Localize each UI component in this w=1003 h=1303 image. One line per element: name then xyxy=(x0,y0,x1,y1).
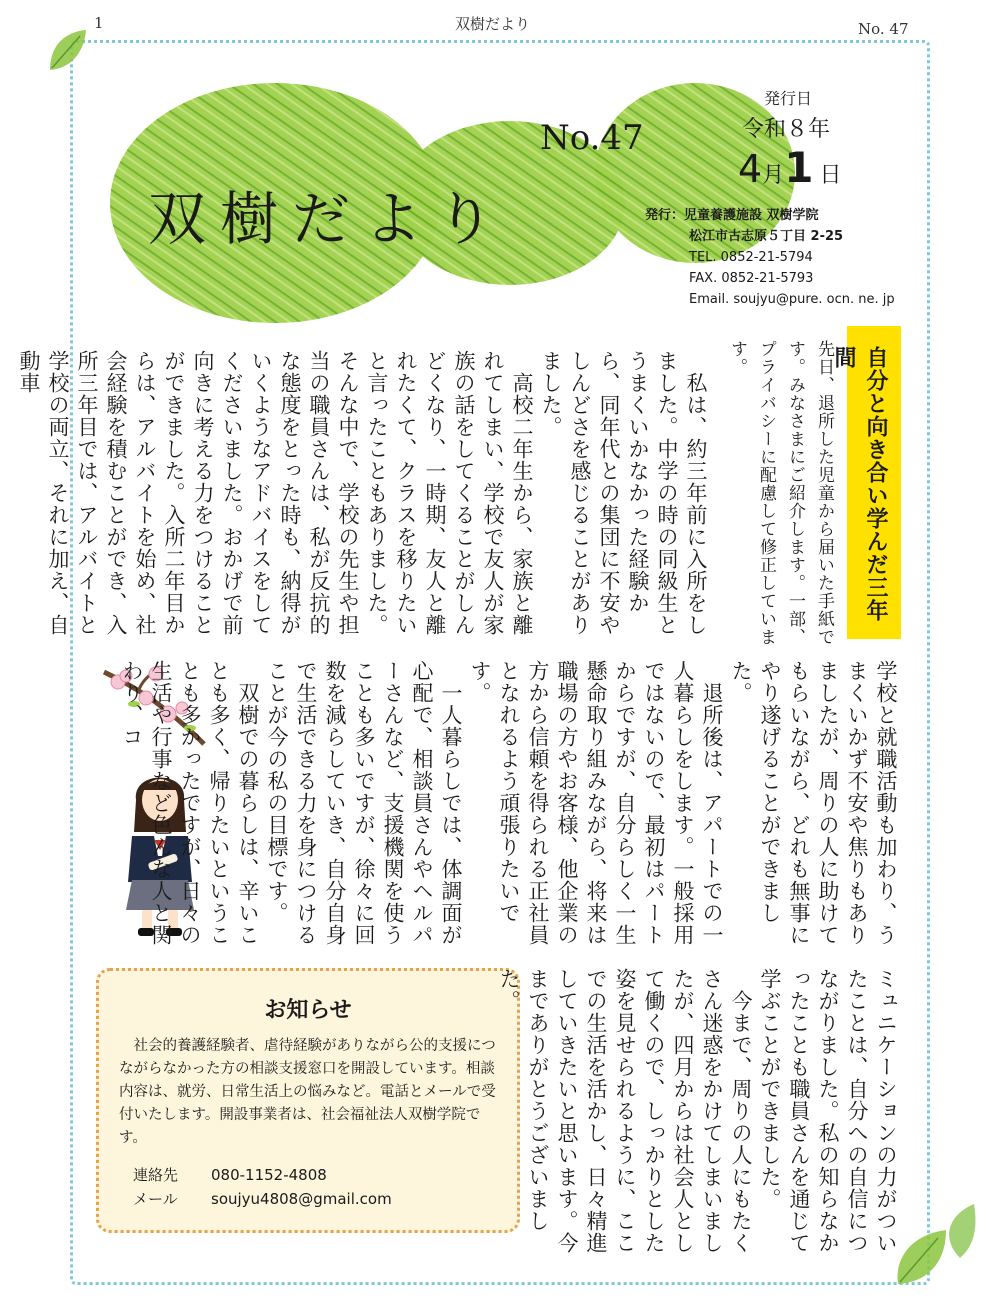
issue-day: 1 xyxy=(784,143,814,192)
email: Email. soujyu@pure. ocn. ne. jp xyxy=(689,292,895,307)
address: 松江市古志原５丁目 2-25 xyxy=(689,229,844,244)
contact-label: 連絡先 xyxy=(133,1166,179,1184)
contact-email[interactable]: soujyu4808@gmail.com xyxy=(211,1190,392,1208)
issue-date-label: 発行日 xyxy=(764,89,813,108)
month-unit: 月 xyxy=(762,163,785,188)
notice-box xyxy=(96,968,520,1233)
leaf-icon xyxy=(940,1200,980,1260)
article-headline: 自分と向き合い学んだ三年間 xyxy=(831,346,888,622)
fax: FAX. 0852-21-5793 xyxy=(689,271,814,286)
leaf-icon xyxy=(46,26,90,74)
issue-label: No. 47 xyxy=(858,20,909,38)
article-body-upper: 私は、約三年前に入所をしました。中学の時の同級生とうまくいかなかった経験から、同年代との集団に不安やしんどさを感じることがありました。 高校二年生から、家族と離れてしまい、学校で友人が家族の話をしてくることがしんどくなり、一時期、友人と離れたくて、クラスを移りたいと言ったこともありました。そんな中で、学校の先生や担当の職員さんは、私が反抗的な態度をとった時も、納得がいくようなアドバイスをしてくださいました。おかげで前向きに考える力をつけることができました。入所二年目からは、アルバイトを始め、社会経験を積むことができ、入所三年目では、アルバイトと学校の両立、それに加え、自動車 xyxy=(17,350,708,636)
publisher: 発行：児童養護施設 双樹学院 xyxy=(645,208,819,223)
issue-date xyxy=(738,143,841,192)
contact-phone-row xyxy=(133,1163,392,1187)
masthead-title: 双樹だより xyxy=(148,185,509,253)
article-intro: 先日、退所した児童から届いた手紙です。みなさまにご紹介します。一部、プライバシーに配慮して修正しています。 xyxy=(727,340,834,646)
article-headline-banner xyxy=(831,326,901,639)
page-number: 1 xyxy=(94,14,104,32)
notice-title: お知らせ xyxy=(264,998,352,1023)
day-unit: 日 xyxy=(819,163,842,188)
issue-number: No.47 xyxy=(540,118,644,158)
contact-phone[interactable]: 080-1152-4808 xyxy=(211,1166,327,1184)
notice-contact xyxy=(133,1163,392,1211)
issue-era-year: 令和８年 xyxy=(742,117,831,142)
contact-mail-row xyxy=(133,1187,392,1211)
notice-body: 社会的養護経験者、虐待経験がありながら公的支援につながらなかった方の相談支援窓口を開設しています。相談内容は、就労、日常生活上の悩みなど。電話とメールで受付いたします。開設事業者は、社会福祉法人双樹学院です。 xyxy=(119,1038,496,1146)
mail-label: メール xyxy=(133,1190,178,1208)
publisher-info xyxy=(645,205,895,310)
issue-month: 4 xyxy=(738,147,763,191)
article-body-middle: 学校と就職活動も加わり、うまくいかず不安や焦りもありましたが、周りの人に助けてもらいながら、どれも無事にやり遂げることができました。 退所後は、アパートでの一人暮らしをします。一般採用ではないので、最初はパートからですが、自分らしく一生懸命取り組みながら、将来は職場の方やお客様、他企業の方から信頼を得られる正社員となれるよう頑張りたいです。 一人暮らしでは、体調面が心配で、相談員さんやヘルパーさんなど、支援機関を使うことも多いですが、徐々に回数を減らしていき、自分自身で生活できる力を身につけることが今の私の目標です。 双樹での暮らしは、辛いことも多く、帰りたいということも多かったですが、日々の生活や行事など色んな人と関わり、コ xyxy=(120,660,898,946)
article-body-lower: ミュニケーションの力がついたことは、自分への自信につながりました。私の知らなかったことも職員さんを通じて学ぶことができました。 今まで、周りの人にもたくさん迷惑をかけてしまいましたが、四月からは社会人として働くので、しっかりとした姿を見せられるように、ここでの生活を活かし、日々精進していきたいと思います。今までありがとうございました。 xyxy=(497,968,898,1254)
running-title: 双樹だより xyxy=(455,15,531,33)
tel: TEL. 0852-21-5794 xyxy=(689,250,813,265)
